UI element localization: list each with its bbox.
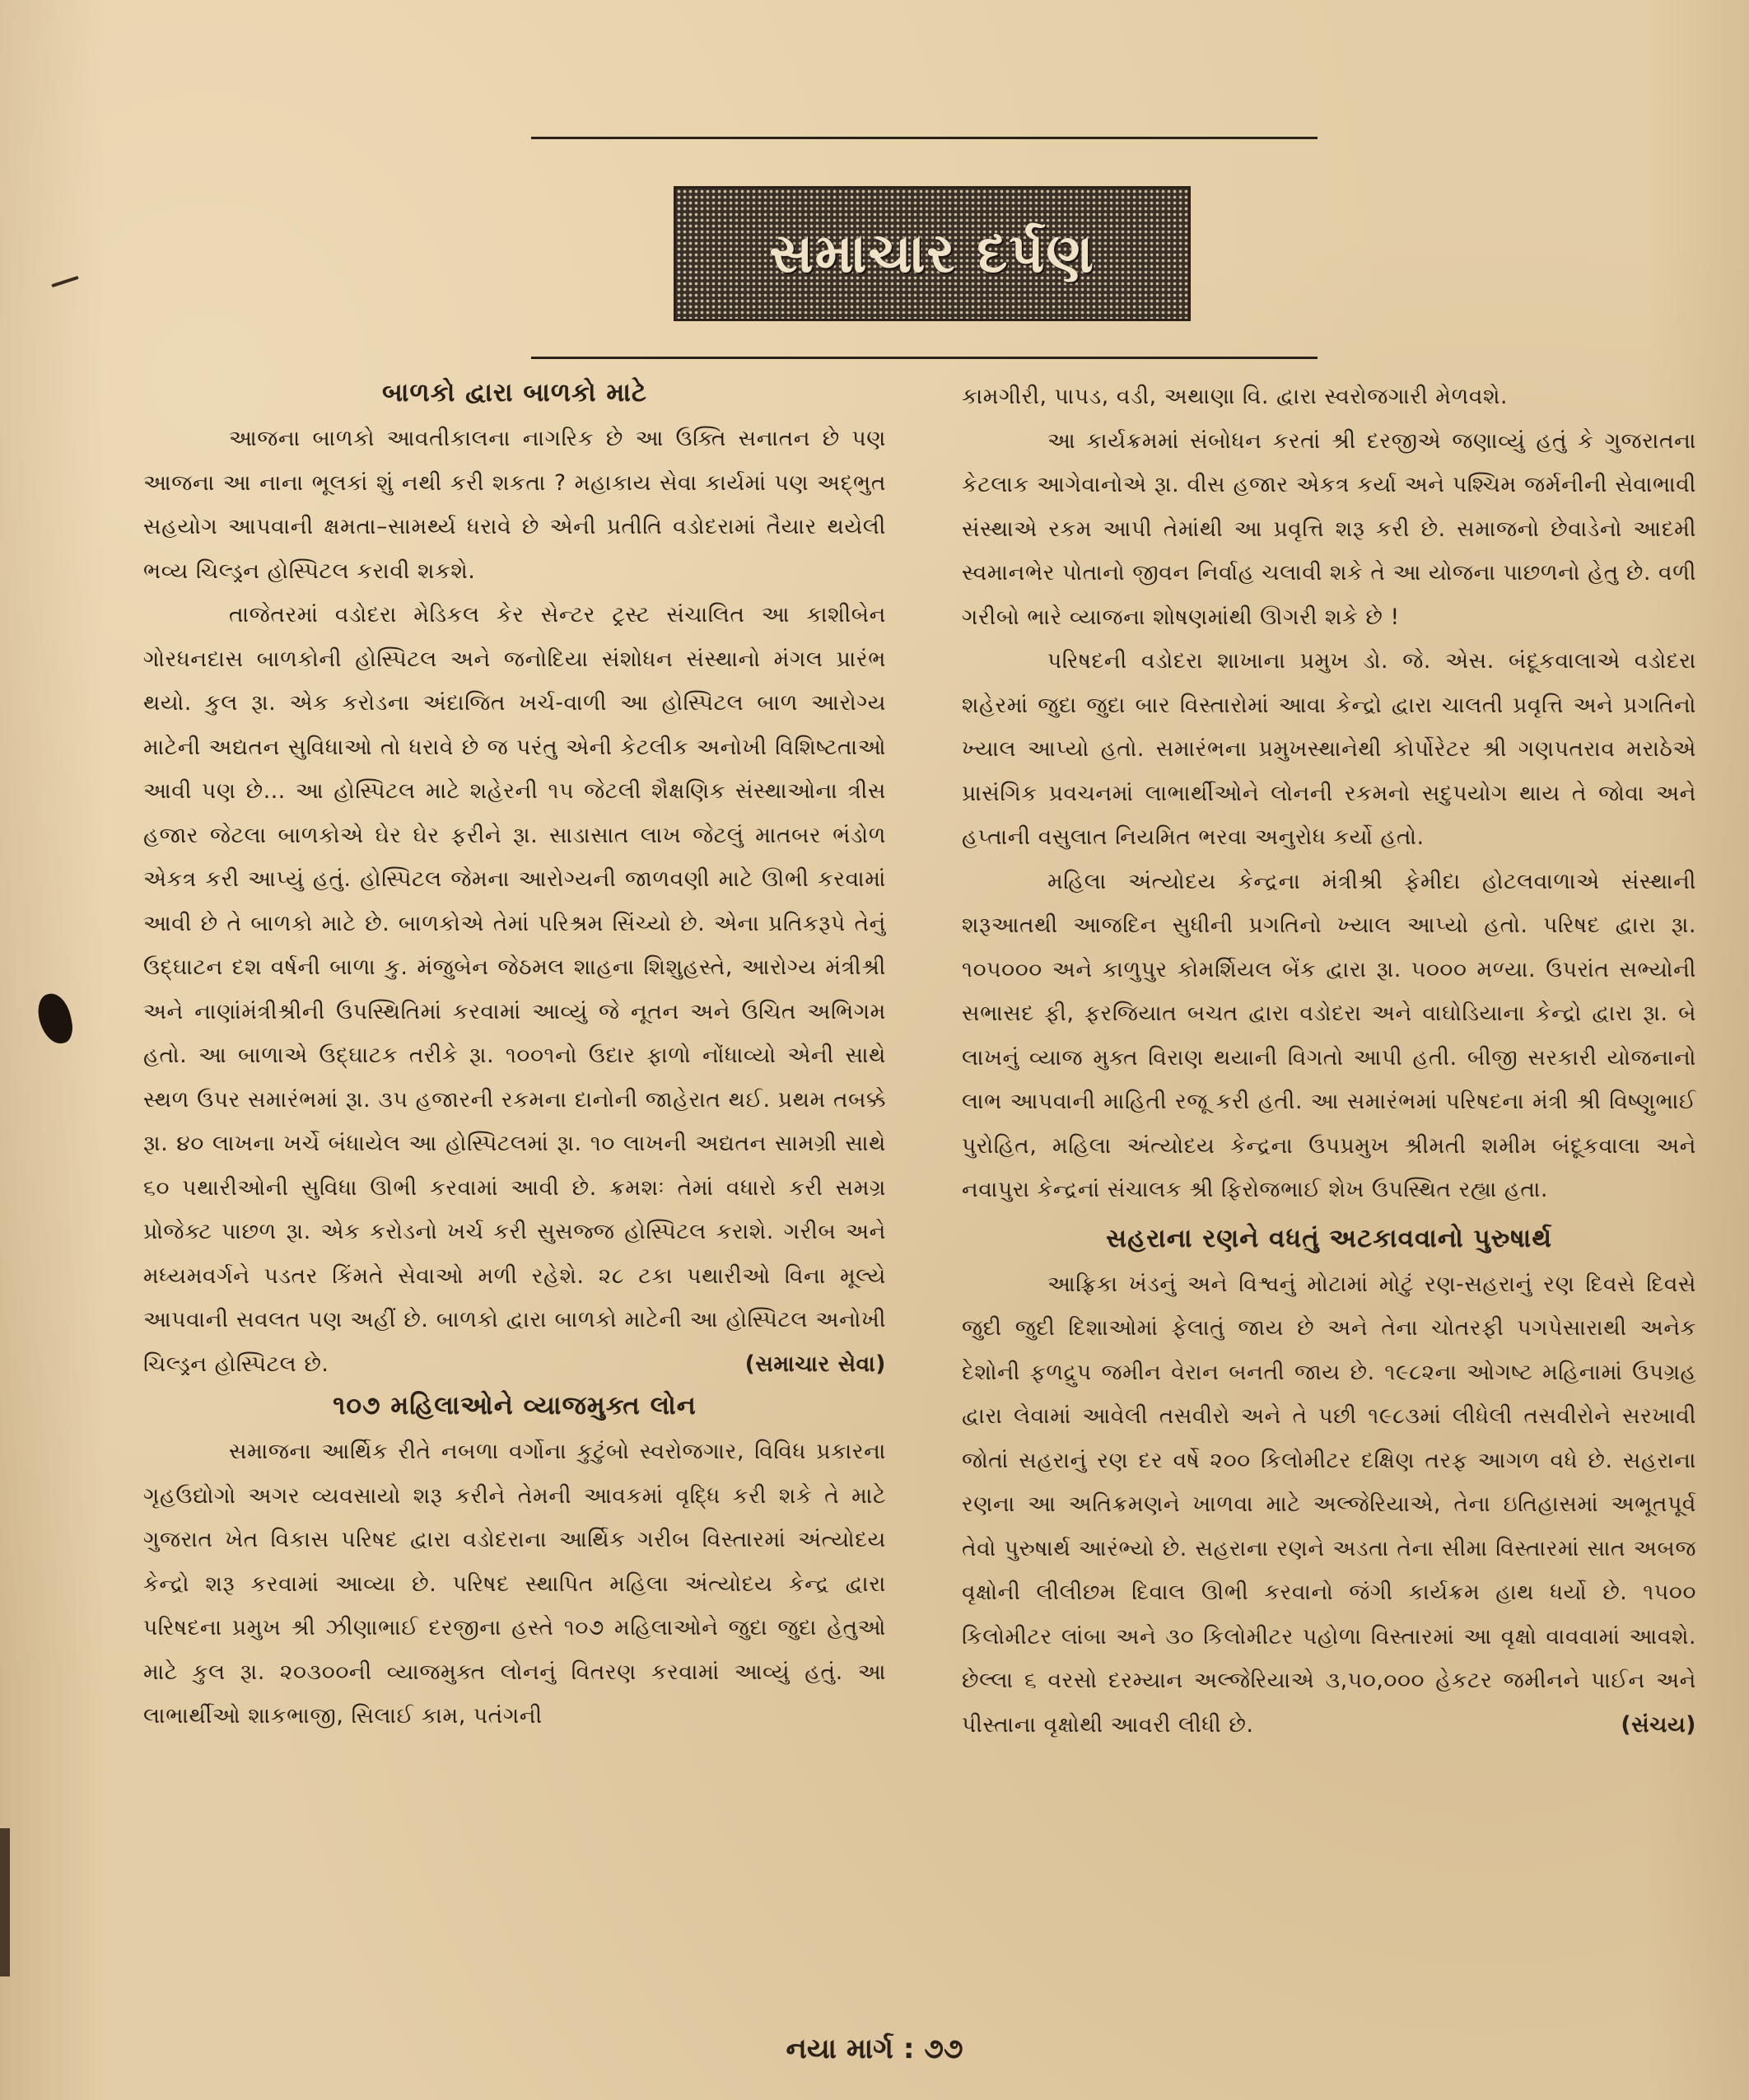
banner-bottom-rule: [531, 357, 1318, 359]
article-title: સહરાના રણને વધતું અટકાવવાનો પુરુષાર્થ: [1105, 1223, 1553, 1253]
top-rule: [531, 137, 1318, 139]
article-paragraph-continued: કામગીરી, પાપડ, વડી, અથાણા વિ. દ્વારા સ્વરોજગારી મેળવશે.: [962, 384, 1509, 409]
article-paragraph: પરિષદની વડોદરા શાખાના પ્રમુખ ડો. જે. એસ. બંદૂકવાલાએ વડોદરા શહેરમાં જુદા જુદા બાર વિસ્તારોમાં આવા કેન્દ્રો દ્વારા ચાલતી પ્રવૃત્તિ અને પ્રગતિનો ખ્યાલ આપ્યો હતો. સમારંભના પ્રમુખસ્થાનેથી કોર્પોરેટર શ્રી ગણપતરાવ મરાઠેએ પ્રાસંગિક પ્રવચનમાં લાભાર્થીઓને લોનની રકમનો સદુપયોગ થાય તે જોવા અને હપ્તાની વસુલાત નિયમિત ભરવા અનુરોધ કર્યો હતો.: [962, 648, 1696, 850]
article-paragraph: મહિલા અંત્યોદય કેન્દ્રના મંત્રીશ્રી ફેમીદા હોટલવાળાએ સંસ્થાની શરૂઆતથી આજદિન સુધીની પ્રગતિનો ખ્યાલ આપ્યો હતો. પરિષદ દ્વારા રૂા. ૧૦૫૦૦૦ અને કાળુપુર કોમર્શિયલ બેંક દ્વારા રૂા. ૫૦૦૦ મળ્યા. ઉપરાંત સભ્યોની સભાસદ ફી, ફરજિયાત બચત દ્વારા વડોદરા અને વાઘોડિયાના કેન્દ્રો દ્વારા રૂા. બે લાખનું વ્યાજ મુક્ત વિરાણ થયાની વિગતો આપી હતી. બીજી સરકારી યોજનાનો લાભ આપવાની માહિતી રજૂ કરી હતી. આ સમારંભમાં પરિષદના મંત્રી શ્રી વિષ્ણુભાઈ પુરોહિત, મહિલા અંત્યોદય કેન્દ્રના ઉપપ્રમુખ શ્રીમતી શમીમ બંદૂકવાલા અને નવાપુરા કેન્દ્રનાં સંચાલક શ્રી ફિરોજભાઈ શેખ ઉપસ્થિત રહ્યા હતા.: [962, 868, 1696, 1202]
page-footer: નયા માર્ગ : ૭૭: [786, 2032, 963, 2065]
paper-hole-mark: [35, 991, 76, 1048]
article-source: (સંચય): [1621, 1711, 1696, 1738]
banner-title: સમાચાર દર્પણ: [769, 221, 1095, 285]
section-banner: [674, 186, 1191, 321]
article-paragraph-text: આફ્રિકા ખંડનું અને વિશ્વનું મોટામાં મોટું રણ-સહરાનું રણ દિવસે દિવસે જુદી જુદી દિશાઓમાં ફેલાતું જાય છે અને તેના ચોતરફી પગપેસારાથી અનેક દેશોની ફળદ્રુપ જમીન વેરાન બનતી જાય છે. ૧૯૮૨ના ઓગષ્ટ મહિનામાં ઉપગ્રહ દ્વારા લેવામાં આવેલી તસવીરો અને તે પછી ૧૯૮૩માં લીધેલી તસવીરોને સરખાવી જોતાં સહરાનું રણ દર વર્ષે ૨૦૦ કિલોમીટર દક્ષિણ તરફ આગળ વધે છે. સહરાના રણના આ અતિક્રમણને ખાળવા માટે અલ્જેરિયાએ, તેના ઇતિહાસમાં અભૂતપૂર્વ તેવો પુરુષાર્થ આરંભ્યો છે. સહરાના રણને અડતા તેના સીમા વિસ્તારમાં સાત અબજ વૃક્ષોની લીલીછમ દિવાલ ઊભી કરવાનો જંગી કાર્યક્રમ હાથ ધર્યો છે. ૧૫૦૦ કિલોમીટર લાંબા અને ૩૦ કિલોમીટર પહોળા વિસ્તારમાં આ વૃક્ષો વાવવામાં આવશે. છેલ્લા ૬ વરસો દરમ્યાન અલ્જેરિયાએ ૩,૫૦,૦૦૦ હેકટર જમીનને પાઈન અને પીસ્તાના વૃક્ષોથી આવરી લીધી છે.: [962, 1271, 1696, 1738]
paper-edge-shadow: [0, 1828, 10, 1976]
left-column: [143, 375, 886, 1738]
article-women-loans: [143, 1386, 886, 1738]
article-title: ૧૦૭ મહિલાઓને વ્યાજમુક્ત લોન: [333, 1391, 697, 1421]
article-paragraph: આ કાર્યક્રમમાં સંબોધન કરતાં શ્રી દરજીએ જણાવ્યું હતું કે ગુજરાતના કેટલાક આગેવાનોએ રૂા. વીસ હજાર એકત્ર કર્યા અને પશ્ચિમ જર્મનીની સેવાભાવી સંસ્થાએ રકમ આપી તેમાંથી આ પ્રવૃત્તિ શરૂ કરી છે. સમાજનો છેવાડેનો આદમી સ્વમાનભેર પોતાનો જીવન નિર્વાહ ચલાવી શકે તે આ યોજના પાછળનો હેતુ છે. વળી ગરીબો ભારે વ્યાજના શોષણમાંથી ઊગરી શકે છે !: [962, 427, 1696, 630]
article-paragraph-text: તાજેતરમાં વડોદરા મેડિકલ કેર સેન્ટર ટ્રસ્ટ સંચાલિત આ કાશીબેન ગોરધનદાસ બાળકોની હોસ્પિટલ અને જનોદિયા સંશોધન સંસ્થાનો મંગલ પ્રારંભ થયો. કુલ રૂા. એક કરોડના અંદાજિત ખર્ચ-વાળી આ હોસ્પિટલ બાળ આરોગ્ય માટેની અદ્યતન સુવિધાઓ તો ધરાવે છે જ પરંતુ એની કેટલીક અનોખી વિશિષ્ટતાઓ આવી પણ છે... આ હોસ્પિટલ માટે શહેરની ૧૫ જેટલી શૈક્ષણિક સંસ્થાઓના ત્રીસ હજાર જેટલા બાળકોએ ઘેર ઘેર ફરીને રૂા. સાડાસાત લાખ જેટલું માતબર ભંડોળ એકત્ર કરી આપ્યું હતું. હોસ્પિટલ જેમના આરોગ્યની જાળવણી માટે ઊભી કરવામાં આવી છે તે બાળકો માટે છે. બાળકોએ તેમાં પરિશ્રમ સિંચ્યો છે. એના પ્રતિકરૂપે તેનું ઉદ્ઘાટન દશ વર્ષની બાળા કુ. મંજુબેન જેઠમલ શાહના શિશુહસ્તે, આરોગ્ય મંત્રીશ્રી અને નાણાંમંત્રીશ્રીની ઉપસ્થિતિમાં કરવામાં આવ્યું જે નૂતન અને ઉચિત અભિગમ હતો. આ બાળાએ ઉદ્ઘાટક તરીકે રૂા. ૧૦૦૧નો ઉદાર ફાળો નોંધાવ્યો એની સાથે સ્થળ ઉપર સમારંભમાં રૂા. ૩૫ હજારની રકમના દાનોની જાહેરાત થઈ. પ્રથમ તબક્કે રૂા. ૪૦ લાખના ખર્ચે બંધાયેલ આ હોસ્પિટલમાં રૂા. ૧૦ લાખની અદ્યતન સામગ્રી સાથે ૬૦ પથારીઓની સુવિધા ઊભી કરવામાં આવી છે. ક્રમશઃ તેમાં વધારો કરી સમગ્ર પ્રોજેક્ટ પાછળ રૂા. એક કરોડનો ખર્ચ કરી સુસજ્જ હોસ્પિટલ કરાશે. ગરીબ અને મધ્યમવર્ગને પડતર કિંમતે સેવાઓ મળી રહેશે. ૨૮ ટકા પથારીઓ વિના મૂલ્યે આપવાની સવલત પણ અહીં છે. બાળકો દ્વારા બાળકો માટેની આ હોસ્પિટલ અનોખી ચિલ્ડ્રન હોસ્પિટલ છે.: [143, 602, 886, 1377]
article-sahara-desert: [962, 1212, 1696, 1748]
right-column: [962, 375, 1696, 1747]
article-paragraph: [143, 593, 886, 1386]
article-title: બાળકો દ્વારા બાળકો માટે: [382, 378, 647, 408]
paper-tick-mark: [51, 276, 79, 287]
article-paragraph: સમાજના આર્થિક રીતે નબળા વર્ગોના કુટુંબો સ્વરોજગાર, વિવિધ પ્રકારના ગૃહઉદ્યોગો અગર વ્યવસાયો શરૂ કરીને તેમની આવકમાં વૃદ્ધિ કરી શકે તે માટે ગુજરાત ખેત વિકાસ પરિષદ દ્વારા વડોદરાના આર્થિક ગરીબ વિસ્તારમાં અંત્યોદય કેન્દ્રો શરૂ કરવામાં આવ્યા છે. પરિષદ સ્થાપિત મહિલા અંત્યોદય કેન્દ્ર દ્વારા પરિષદના પ્રમુખ શ્રી ઝીણાભાઈ દરજીના હસ્તે ૧૦૭ મહિલાઓને જુદા જુદા હેતુઓ માટે કુલ રૂા. ૨૦૩૦૦ની વ્યાજમુક્ત લોનનું વિતરણ કરવામાં આવ્યું હતું. આ લાભાર્થીઓ શાકભાજી, સિલાઈ કામ, પતંગની: [143, 1439, 886, 1729]
article-paragraph: આજના બાળકો આવતીકાલના નાગરિક છે આ ઉક્તિ સનાતન છે પણ આજના આ નાના ભૂલકાં શું નથી કરી શકતા ? મહાકાય સેવા કાર્યમાં પણ અદ્ભુત સહયોગ આપવાની ક્ષમતા–સામર્થ્ય ધરાવે છે એની પ્રતીતિ વડોદરામાં તૈયાર થયેલી ભવ્ય ચિલ્ડ્રન હોસ્પિટલ કરાવી શકશે.: [143, 426, 886, 584]
article-children-hospital: [143, 375, 886, 1386]
article-source: (સમાચાર સેવા): [744, 1351, 886, 1377]
article-paragraph: [962, 1262, 1696, 1748]
